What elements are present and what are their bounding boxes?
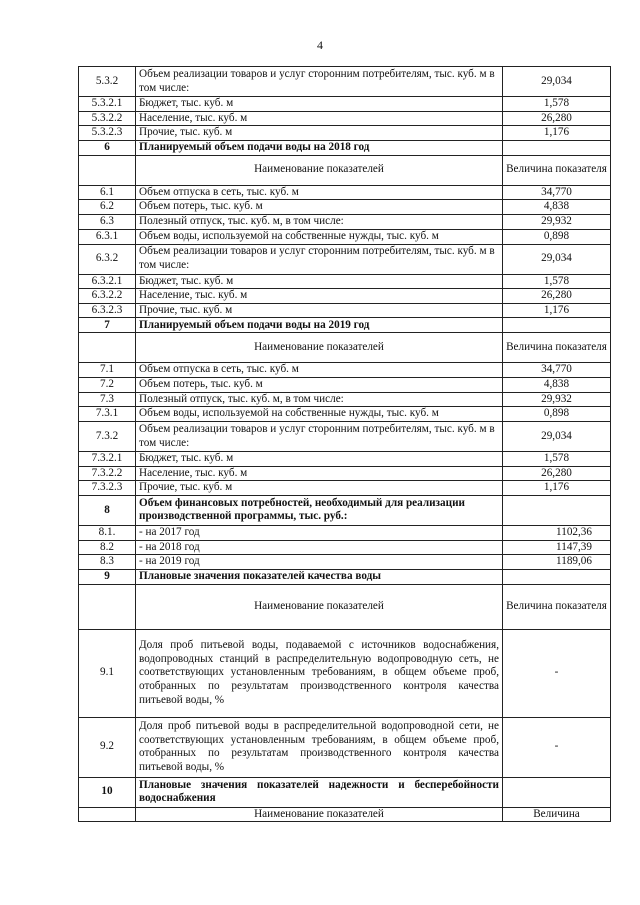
section-number: 8 (79, 495, 136, 525)
row-value: 1,176 (503, 481, 611, 496)
row-label: Полезный отпуск, тыс. куб. м, в том числе: (136, 392, 503, 407)
row-value: 29,034 (503, 244, 611, 274)
row-label: Объем реализации товаров и услуг сторонним потребителям, тыс. куб. м в том числе: (136, 67, 503, 97)
row-label: Объем потерь, тыс. куб. м (136, 377, 503, 392)
table-row (79, 777, 611, 807)
row-value: 1147,39 (503, 540, 611, 555)
table-row (79, 363, 611, 378)
row-value: 0,898 (503, 229, 611, 244)
row-value: 4,838 (503, 200, 611, 215)
row-label: Население, тыс. куб. м (136, 289, 503, 304)
row-label: Объем воды, используемой на собственные нужды, тыс. куб. м (136, 407, 503, 422)
section-title: Планируемый объем подачи воды на 2019 год (136, 318, 503, 333)
row-number: 7.1 (79, 363, 136, 378)
column-header-value: Величина показателя (503, 584, 611, 629)
row-number: 6.3.2.3 (79, 303, 136, 318)
row-number: 6.3 (79, 214, 136, 229)
table-row (79, 392, 611, 407)
table-row (79, 807, 611, 822)
row-value: 26,280 (503, 111, 611, 126)
section-number: 6 (79, 140, 136, 155)
table-row (79, 318, 611, 333)
row-label: Население, тыс. куб. м (136, 111, 503, 126)
row-label: Доля проб питьевой воды, подаваемой с источников водоснабжения, водопроводных станций в распределительную водопроводную сеть, не соответствующих установленным требованиям, в общем объеме проб, отобранных по результатам производственного контроля качества питьевой воды, % (136, 629, 503, 717)
table-row (79, 126, 611, 141)
row-value: 1,578 (503, 274, 611, 289)
table-row (79, 274, 611, 289)
table-row (79, 422, 611, 452)
table-row (79, 140, 611, 155)
table-row (79, 333, 611, 363)
row-value: 1189,06 (503, 555, 611, 570)
row-label: Объем реализации товаров и услуг сторонним потребителям, тыс. куб. м в том числе: (136, 244, 503, 274)
header-number-cell (79, 155, 136, 185)
section-value-cell (503, 777, 611, 807)
table-row (79, 452, 611, 467)
column-header-value: Величина показателя (503, 155, 611, 185)
row-number: 8.3 (79, 555, 136, 570)
section-value-cell (503, 140, 611, 155)
table-row (79, 495, 611, 525)
table-row (79, 377, 611, 392)
row-number: 5.3.2 (79, 67, 136, 97)
row-number: 6.3.2.2 (79, 289, 136, 304)
table-row (79, 407, 611, 422)
table-row (79, 555, 611, 570)
row-number: 8.1. (79, 525, 136, 540)
row-label: Прочие, тыс. куб. м (136, 481, 503, 496)
row-number: 9.1 (79, 629, 136, 717)
table-row (79, 540, 611, 555)
row-value: 29,034 (503, 422, 611, 452)
table-row (79, 629, 611, 717)
table-row (79, 289, 611, 304)
row-number: 6.2 (79, 200, 136, 215)
row-label: - на 2019 год (136, 555, 503, 570)
column-header-name: Наименование показателей (136, 584, 503, 629)
page-number: 4 (317, 38, 323, 52)
table-row (79, 214, 611, 229)
table-row (79, 466, 611, 481)
row-value: 0,898 (503, 407, 611, 422)
row-number: 7.3.2 (79, 422, 136, 452)
row-number: 7.3.2.1 (79, 452, 136, 467)
row-value: 29,932 (503, 392, 611, 407)
table-row (79, 584, 611, 629)
row-value: 29,932 (503, 214, 611, 229)
row-label: Объем отпуска в сеть, тыс. куб. м (136, 185, 503, 200)
row-label: Объем потерь, тыс. куб. м (136, 200, 503, 215)
row-value: 26,280 (503, 289, 611, 304)
table-row (79, 525, 611, 540)
section-value-cell (503, 495, 611, 525)
table-row (79, 481, 611, 496)
row-label: - на 2018 год (136, 540, 503, 555)
row-number: 7.2 (79, 377, 136, 392)
row-value: 26,280 (503, 466, 611, 481)
row-label: Объем отпуска в сеть, тыс. куб. м (136, 363, 503, 378)
row-label: Доля проб питьевой воды в распределительной водопроводной сети, не соответствующих установленным требованиям, в общем объеме проб, отобранных по результатам производственного контроля качества питьевой воды, % (136, 717, 503, 777)
row-value: 4,838 (503, 377, 611, 392)
table-row (79, 185, 611, 200)
row-value: 1,578 (503, 452, 611, 467)
section-title: Планируемый объем подачи воды на 2018 год (136, 140, 503, 155)
table-row (79, 111, 611, 126)
table-row (79, 717, 611, 777)
column-header-value: Величина показателя (503, 333, 611, 363)
row-number: 8.2 (79, 540, 136, 555)
header-number-cell (79, 333, 136, 363)
row-value: 34,770 (503, 185, 611, 200)
table-row (79, 67, 611, 97)
row-number: 5.3.2.2 (79, 111, 136, 126)
row-number: 7.3.2.2 (79, 466, 136, 481)
table-row (79, 569, 611, 584)
row-number: 6.3.2.1 (79, 274, 136, 289)
section-title: Плановые значения показателей надежности и бесперебойности водоснабжения (136, 777, 503, 807)
section-number: 9 (79, 569, 136, 584)
table-row (79, 244, 611, 274)
row-value: 1102,36 (503, 525, 611, 540)
row-label: Бюджет, тыс. куб. м (136, 452, 503, 467)
row-label: Прочие, тыс. куб. м (136, 126, 503, 141)
row-label: Бюджет, тыс. куб. м (136, 97, 503, 112)
table-row (79, 200, 611, 215)
table-row (79, 303, 611, 318)
row-number: 7.3 (79, 392, 136, 407)
section-number: 10 (79, 777, 136, 807)
row-label: Полезный отпуск, тыс. куб. м, в том числе: (136, 214, 503, 229)
row-value: 1,578 (503, 97, 611, 112)
row-label: Объем реализации товаров и услуг сторонним потребителям, тыс. куб. м в том числе: (136, 422, 503, 452)
row-number: 5.3.2.3 (79, 126, 136, 141)
row-number: 7.3.1 (79, 407, 136, 422)
row-label: Прочие, тыс. куб. м (136, 303, 503, 318)
row-value: 1,176 (503, 126, 611, 141)
section-title: Плановые значения показателей качества воды (136, 569, 503, 584)
row-number: 9.2 (79, 717, 136, 777)
production-program-table (78, 66, 611, 822)
header-number-cell (79, 807, 136, 822)
column-header-value: Величина (503, 807, 611, 822)
table-row (79, 155, 611, 185)
row-value: 29,034 (503, 67, 611, 97)
row-label: Объем воды, используемой на собственные нужды, тыс. куб. м (136, 229, 503, 244)
section-value-cell (503, 318, 611, 333)
table-row (79, 97, 611, 112)
column-header-name: Наименование показателей (136, 333, 503, 363)
row-number: 6.1 (79, 185, 136, 200)
row-number: 7.3.2.3 (79, 481, 136, 496)
row-value: 1,176 (503, 303, 611, 318)
row-number: 6.3.1 (79, 229, 136, 244)
section-value-cell (503, 569, 611, 584)
section-number: 7 (79, 318, 136, 333)
row-number: 6.3.2 (79, 244, 136, 274)
row-value: - (503, 717, 611, 777)
column-header-name: Наименование показателей (136, 155, 503, 185)
column-header-name: Наименование показателей (136, 807, 503, 822)
row-value: - (503, 629, 611, 717)
row-number: 5.3.2.1 (79, 97, 136, 112)
section-title: Объем финансовых потребностей, необходимый для реализации производственной программы, тыс. руб.: (136, 495, 503, 525)
row-label: Бюджет, тыс. куб. м (136, 274, 503, 289)
table-row (79, 229, 611, 244)
row-value: 34,770 (503, 363, 611, 378)
row-label: Население, тыс. куб. м (136, 466, 503, 481)
row-label: - на 2017 год (136, 525, 503, 540)
header-number-cell (79, 584, 136, 629)
